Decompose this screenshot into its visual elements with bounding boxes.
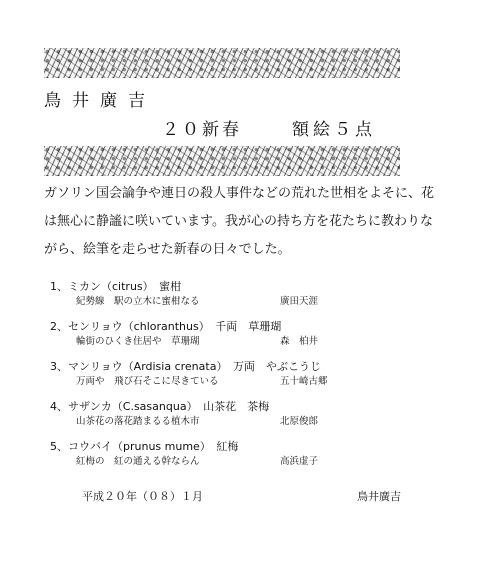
intro-paragraph [44,180,454,264]
subtitle-works: 額絵５点 [292,120,376,140]
item-haiku-author: 森 柏井 [280,336,319,347]
decorative-pattern-band-top [44,48,400,78]
intro-line: ガソリン国会論争や連日の殺人事件などの荒れた世相をよそに、花 [44,186,435,201]
signature: 鳥井廣吉 [357,490,401,503]
item-title: 5、コウバイ（prunus mume） 紅梅 [50,440,239,453]
intro-line: がら、絵筆を走らせた新春の日々でした。 [44,242,291,257]
item-title: 2、センリョウ（chloranthus） 千両 草珊瑚 [50,320,282,333]
subtitle-year: ２０新春 [162,120,242,140]
item-haiku: 万両や 飛び石そこに尽きている [76,376,219,387]
item-haiku: 山茶花の落花踏まるる植木市 [76,416,200,427]
decorative-pattern-band-bottom [44,146,400,176]
item-haiku: 輪街のひくき住居や 草珊瑚 [76,336,200,347]
item-haiku-author: 高浜虚子 [280,456,319,467]
item-title: 3、マンリョウ（Ardisia crenata） 万両 やぶこうじ [50,360,321,373]
intro-line: は無心に静謐に咲いています。我が心の持ち方を花たちに教わりな [44,214,433,229]
item-haiku-author: 廣田天涯 [280,296,319,307]
item-title: 4、サザンカ（C.sasanqua） 山茶花 茶梅 [50,400,270,413]
item-haiku: 紅梅の 紅の通える幹ならん [76,456,200,467]
item-haiku-author: 五十崎古郷 [280,376,328,387]
item-haiku: 紀勢線 駅の立木に蜜柑なる [76,296,200,307]
item-title: 1、ミカン（citrus） 蜜柑 [50,280,182,293]
item-haiku-author: 北原俊郎 [280,416,319,427]
author-title: 鳥井廣吉 [44,91,156,111]
date: 平成２０年（０８）１月 [82,490,203,503]
